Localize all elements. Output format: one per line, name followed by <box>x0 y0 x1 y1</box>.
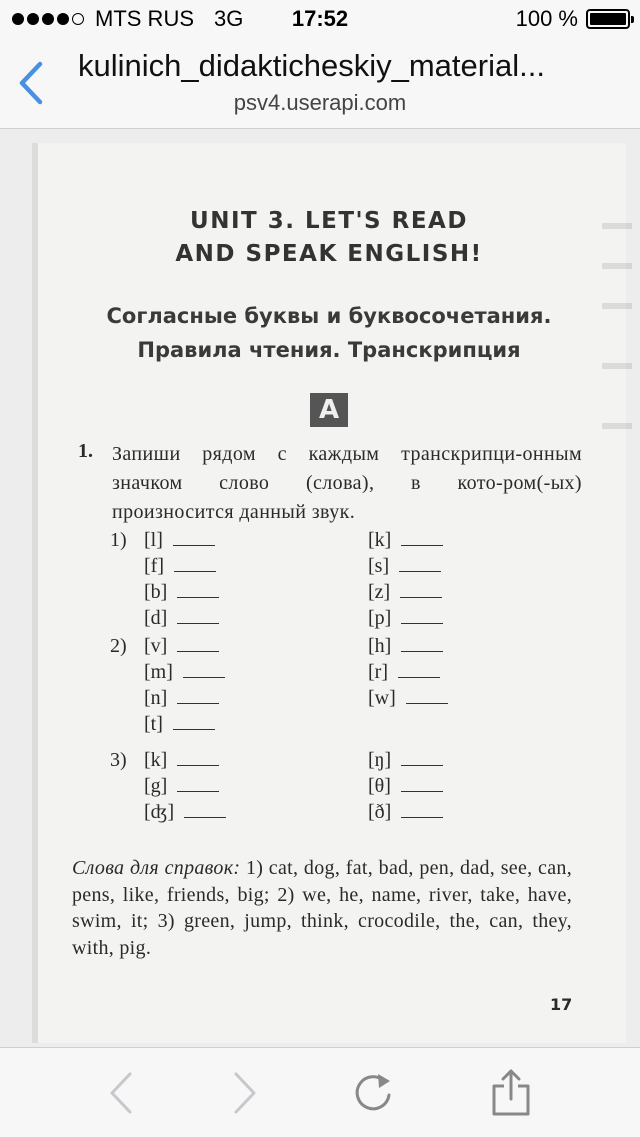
answer-blank <box>183 663 225 678</box>
forward-icon <box>218 1068 268 1118</box>
battery-fill <box>590 13 626 25</box>
group-label: 3) <box>110 749 127 771</box>
sound-row <box>368 529 443 552</box>
task-number: 1. <box>78 440 93 462</box>
section-title-line2: Правила чтения. Транскрипция <box>137 338 521 362</box>
title-bar <box>0 40 640 129</box>
sound-row <box>368 635 443 658</box>
sound-group-1 <box>110 529 530 639</box>
sound-symbol: [v] <box>144 635 168 657</box>
unit-title-line1: UNIT 3. LET'S READ <box>190 208 468 234</box>
answer-blank <box>399 557 441 572</box>
sound-row <box>144 529 215 552</box>
section-title <box>32 299 626 367</box>
answer-blank <box>400 583 442 598</box>
reference-words <box>72 855 572 961</box>
browser-toolbar <box>0 1047 640 1137</box>
status-bar <box>0 0 640 40</box>
sound-row <box>368 775 443 798</box>
sound-row <box>144 555 216 578</box>
nav-forward-button[interactable] <box>218 1068 268 1118</box>
sound-row <box>144 749 219 772</box>
sound-row <box>144 635 219 658</box>
answer-blank <box>177 637 219 652</box>
reload-icon <box>348 1068 398 1118</box>
sound-row <box>368 555 441 578</box>
sound-row <box>144 801 226 824</box>
sound-symbol: [p] <box>368 607 392 629</box>
answer-blank <box>401 609 443 624</box>
sound-row <box>144 687 219 710</box>
sound-row <box>368 687 448 710</box>
sound-symbol: [ð] <box>368 801 392 823</box>
sound-symbol: [ʤ] <box>144 801 175 823</box>
sound-symbol: [w] <box>368 687 396 709</box>
answer-blank <box>401 803 443 818</box>
nav-back-button[interactable] <box>98 1068 148 1118</box>
section-badge: A <box>310 393 348 427</box>
sound-row <box>144 661 225 684</box>
network-type: 3G <box>214 6 244 31</box>
sound-row <box>144 607 219 630</box>
reference-label: Слова для справок: <box>72 857 241 879</box>
sound-symbol: [t] <box>144 713 163 735</box>
sound-row <box>144 713 215 736</box>
unit-title <box>32 205 626 271</box>
document-page <box>32 143 626 1043</box>
answer-blank <box>177 777 219 792</box>
share-icon <box>486 1068 536 1118</box>
answer-blank <box>401 531 443 546</box>
answer-blank <box>401 777 443 792</box>
sound-row <box>368 581 442 604</box>
sound-symbol: [r] <box>368 661 388 683</box>
sound-symbol: [z] <box>368 581 391 603</box>
answer-blank <box>406 689 448 704</box>
sound-symbol: [g] <box>144 775 168 797</box>
sound-symbol: [l] <box>144 529 163 551</box>
share-button[interactable] <box>486 1068 536 1118</box>
sound-symbol: [n] <box>144 687 168 709</box>
sound-symbol: [h] <box>368 635 392 657</box>
answer-blank <box>177 689 219 704</box>
sound-row <box>368 607 443 630</box>
sound-group-3 <box>110 749 530 839</box>
reload-button[interactable] <box>348 1068 398 1118</box>
answer-blank <box>401 751 443 766</box>
sound-symbol: [k] <box>368 529 392 551</box>
page-domain[interactable]: psv4.userapi.com <box>233 90 407 115</box>
clock: 17:52 <box>291 6 349 31</box>
sound-symbol: [s] <box>368 555 390 577</box>
sound-row <box>368 749 443 772</box>
battery-percent: 100 % <box>515 6 578 31</box>
sound-symbol: [f] <box>144 555 164 577</box>
task-text: Запиши рядом с каждым транскрипци-онным значком слово (слова), в кото-ром(-ых) произносится данный звук. <box>112 443 582 523</box>
group-label: 1) <box>110 529 127 551</box>
sound-symbol: [k] <box>144 749 168 771</box>
battery-icon <box>586 9 630 29</box>
reference-list: 1) cat, dog, fat, bad, pen, dad, see, can, pens, like, friends, big; 2) we, he, name, river, take, have, swim, it; 3) green, jump, think, crocodile, the, can, they, with, pig. <box>72 857 573 959</box>
status-right <box>516 6 630 32</box>
sound-row <box>144 775 219 798</box>
unit-title-line2: AND SPEAK ENGLISH! <box>175 241 483 267</box>
sound-symbol: [b] <box>144 581 168 603</box>
answer-blank <box>177 609 219 624</box>
answer-blank <box>173 531 215 546</box>
document-viewer[interactable] <box>0 129 640 1047</box>
page-title[interactable]: kulinich_didakticheskiy_material... <box>78 48 545 83</box>
sound-row <box>368 801 443 824</box>
answer-blank <box>177 751 219 766</box>
answer-blank <box>177 583 219 598</box>
sound-symbol: [ŋ] <box>368 749 392 771</box>
sound-symbol: [θ] <box>368 775 391 797</box>
sound-symbol: [m] <box>144 661 173 683</box>
answer-blank <box>173 715 215 730</box>
back-icon <box>98 1068 148 1118</box>
section-title-line1: Согласные буквы и буквосочетания. <box>106 304 552 328</box>
carrier-name: MTS RUS <box>95 6 194 31</box>
group-label: 2) <box>110 635 127 657</box>
answer-blank <box>184 803 226 818</box>
sound-row <box>368 661 440 684</box>
answer-blank <box>398 663 440 678</box>
page-number: 17 <box>550 995 573 1014</box>
sound-group-2 <box>110 635 530 745</box>
sound-row <box>144 581 219 604</box>
sound-symbol: [d] <box>144 607 168 629</box>
answer-blank <box>174 557 216 572</box>
answer-blank <box>401 637 443 652</box>
